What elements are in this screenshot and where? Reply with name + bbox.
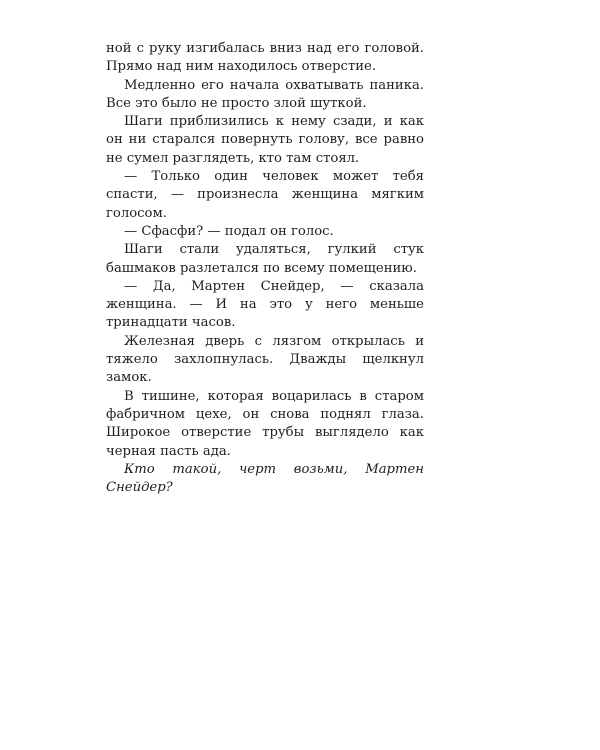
paragraph-10-closing-question: Кто такой, черт возьми, Мартен Снейдер? — [106, 461, 424, 496]
paragraph-3: Шаги приблизились к нему сзади, и как он ни старался повернуть голову, все равно не сумел разглядеть, кто там стоял. — [106, 114, 424, 166]
paragraph-2: Медленно его начала охватывать паника. Все это было не просто злой шуткой. — [106, 77, 424, 111]
paragraph-1: ной с руку изгибалась вниз над его головой. Прямо над ним находилось отверстие. — [106, 41, 424, 75]
paragraph-5: — Сфасфи? — подал он голос. — [124, 223, 334, 239]
paragraph-8: Железная дверь с лязгом открылась и тяжело захлопнулась. Дважды щелкнул замок. — [106, 333, 424, 386]
paragraph-4: — Только один человек может тебя спасти, — произнесла женщина мягким голосом. — [106, 169, 424, 221]
page-text — [106, 40, 424, 497]
paragraph-9: В тишине, которая воцарилась в старом фабричном цехе, он снова поднял глаза. Широкое отверстие трубы выглядело как черная пасть ада. — [106, 388, 424, 459]
paragraph-7: — Да, Мартен Снейдер, — сказала женщина. — И на это у него меньше тринадцати часов. — [106, 278, 424, 331]
paragraph-6: Шаги стали удаляться, гулкий стук башмаков разлетался по всему помещению. — [106, 242, 424, 276]
